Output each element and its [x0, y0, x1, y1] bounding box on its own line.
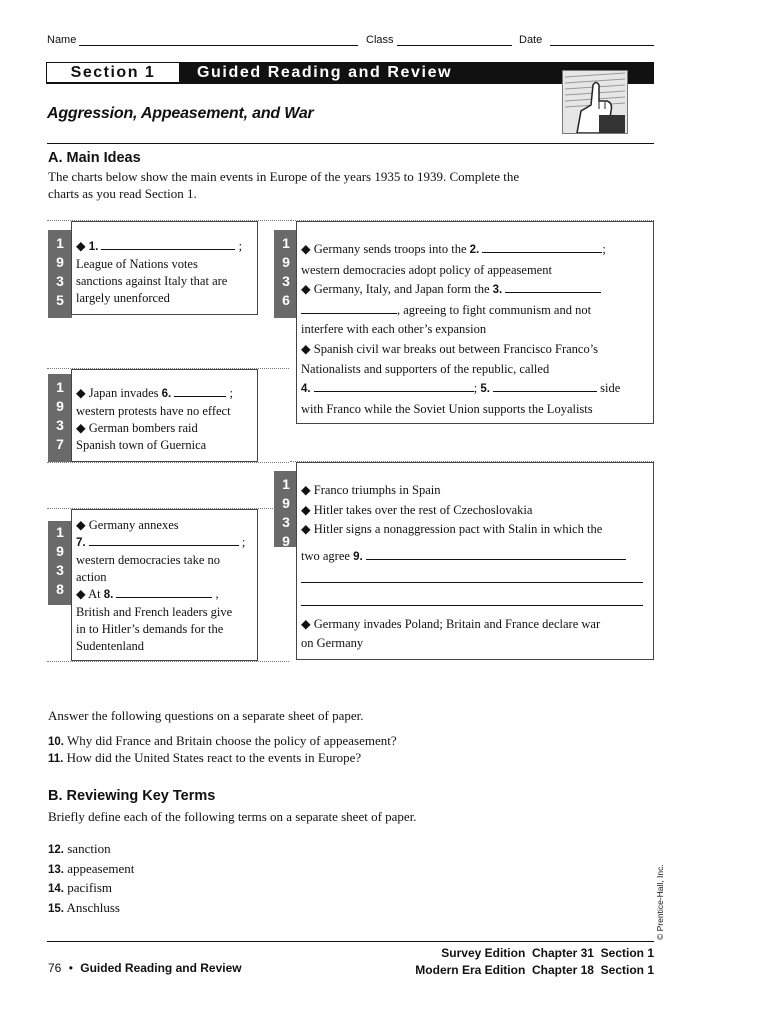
footer-left: 76 • Guided Reading and Review: [48, 961, 242, 975]
chart-box-1935: [71, 221, 258, 315]
answer-blank-4[interactable]: [314, 380, 474, 392]
list-item: 15. Anschluss: [48, 899, 120, 915]
class-label: Class: [366, 34, 394, 46]
answer-blank-9-line2[interactable]: [301, 571, 643, 583]
question-11: 11. How did the United States react to the events in Europe?: [48, 750, 362, 765]
answer-blank-8[interactable]: [116, 586, 212, 598]
entry-1939: ◆ Franco triumphs in Spain ◆ Hitler takes over the rest of Czechoslovakia ◆ Hitler signs a nonaggression pact with Stalin in which the two agree 9. ◆ Germany invades Poland; Britain and France declare war on Germany: [301, 481, 651, 654]
chart-box-1939: [296, 462, 654, 660]
part-b-heading: B. Reviewing Key Terms: [48, 788, 216, 804]
chart-box-1938: [71, 509, 258, 661]
title-rule: [47, 143, 654, 144]
banner-title: Guided Reading and Review: [197, 64, 453, 81]
answer-blank-7[interactable]: [89, 534, 239, 546]
footer-right: Survey Edition Chapter 31 Section 1 Modern Era Edition Chapter 18 Section 1: [415, 946, 654, 977]
timeline-divider: [47, 661, 289, 662]
answer-blank-2[interactable]: [482, 241, 602, 253]
answer-blank-9-line3[interactable]: [301, 594, 643, 606]
list-item: 12. sanction: [48, 841, 111, 856]
part-a-intro-1: The charts below show the main events in Europe of the years 1935 to 1939. Complete the: [48, 169, 520, 184]
answer-blank-6[interactable]: [174, 385, 226, 397]
entry-1938: ◆ Germany annexes 7. ; western democracies take no action ◆ At 8. , British and French leaders give in to Hitler’s demands for the Sudentenland: [76, 518, 246, 653]
answer-blank-1[interactable]: [101, 238, 235, 250]
entry-1937: ◆ Japan invades 6. ; western protests have no effect ◆ German bombers raid Spanish town of Guernica: [76, 386, 233, 452]
pointing-hand-icon: [562, 70, 628, 134]
part-b-intro: Briefly define each of the following terms on a separate sheet of paper.: [48, 809, 417, 824]
class-field[interactable]: [397, 35, 512, 46]
term-list: [48, 840, 134, 918]
answer-blank-9[interactable]: [366, 548, 626, 560]
date-field[interactable]: [550, 35, 654, 46]
name-field[interactable]: [79, 35, 358, 46]
answer-blank-3[interactable]: [505, 281, 601, 293]
page-title: Aggression, Appeasement, and War: [47, 105, 314, 122]
entry-1935: ◆ 1. ; League of Nations votes sanctions against Italy that are largely unenforced: [76, 239, 243, 305]
chart-box-1936: [296, 221, 654, 424]
footer-rule: [47, 941, 654, 942]
chart-box-1937: [71, 369, 258, 462]
answer-blank-3-cont[interactable]: [301, 302, 397, 314]
year-tab-1939: 1 9 3 9: [274, 471, 298, 547]
part-a-heading: A. Main Ideas: [48, 150, 141, 166]
list-item: 14. pacifism: [48, 880, 113, 895]
year-tab-1938: 1 9 3 8: [48, 521, 72, 605]
part-a-intro-2: charts as you read Section 1.: [48, 186, 197, 201]
questions-intro: Answer the following questions on a separate sheet of paper.: [48, 708, 364, 723]
date-label: Date: [519, 34, 543, 46]
timeline-divider: [47, 462, 289, 463]
answer-blank-5[interactable]: [493, 380, 597, 392]
list-item: 13. appeasement: [48, 860, 135, 876]
question-10: 10. Why did France and Britain choose the policy of appeasement?: [48, 733, 397, 748]
entry-1936: ◆ Germany sends troops into the 2. ; western democracies adopt policy of appeasement ◆ Germany, Italy, and Japan form the 3. , agreeing to fight communism and not interfere with each other’s expansion ◆ Spanish civil war breaks out between Francisco Franco’s Nationalists and supporters of the republic, called 4. ; 5. side with Franco while the Soviet Union supports the Loyalists: [301, 242, 621, 416]
year-tab-1937: 1 9 3 7: [48, 374, 72, 462]
section-label: Section 1: [47, 63, 179, 82]
copyright-notice: © Prentice-Hall, Inc.: [655, 864, 665, 940]
name-label: Name: [47, 34, 77, 46]
year-tab-1936: 1 9 3 6: [274, 230, 298, 318]
year-tab-1935: 1 9 3 5: [48, 230, 72, 318]
